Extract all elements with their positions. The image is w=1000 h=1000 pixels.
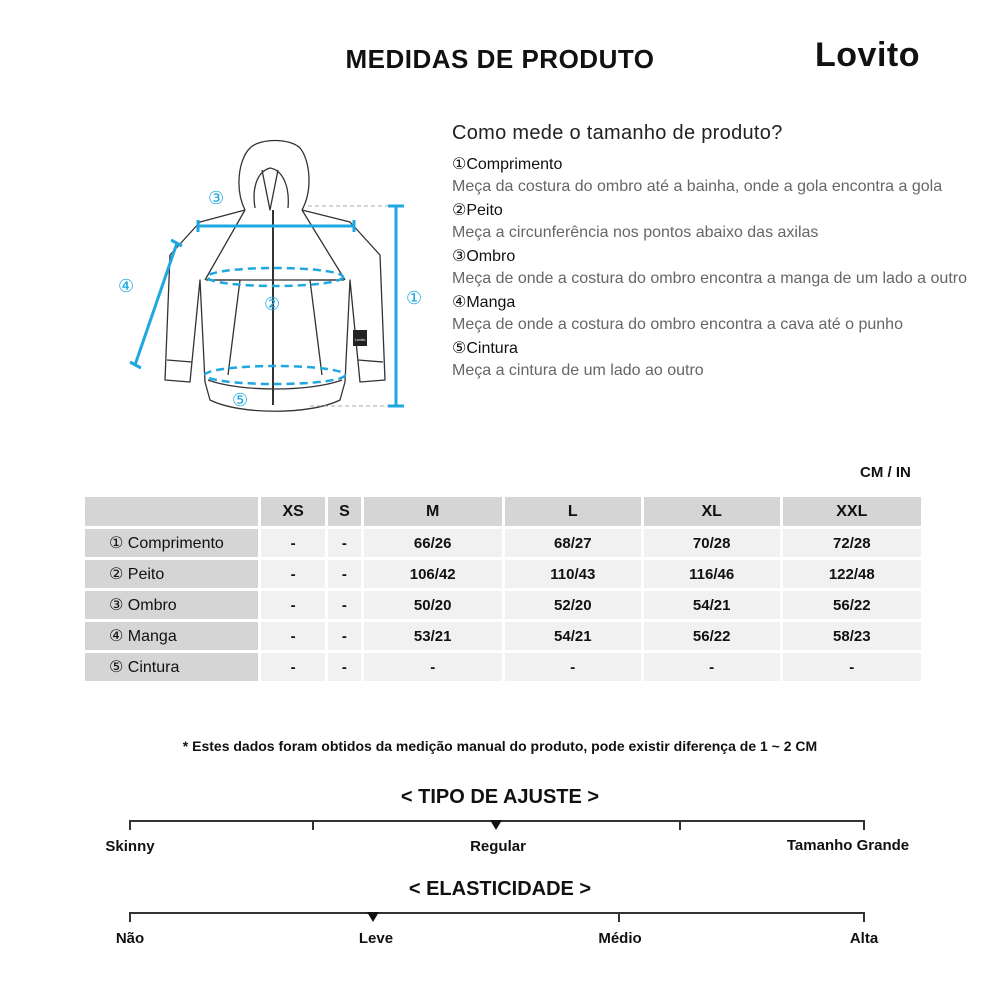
instruction-name: ⑤Cintura: [452, 340, 518, 357]
measure-num-1: ①: [406, 288, 423, 309]
fit-selected-pointer: [490, 820, 502, 830]
elasticity-label-nao: Não: [115, 930, 145, 947]
measurement-note: * Estes dados foram obtidos da medição manual do produto, pode existir diferença de 1 ~ 2 CM: [182, 738, 818, 754]
table-row: [85, 653, 921, 681]
row-label: ② Peito: [85, 560, 258, 588]
elasticity-tick: [863, 912, 865, 922]
fit-tick: [312, 820, 314, 830]
measure-instructions: [452, 122, 982, 385]
instruction-item: [452, 247, 982, 291]
table-header-cell: XXL: [783, 497, 921, 526]
table-cell: -: [328, 591, 360, 619]
instruction-desc: Meça de onde a costura do ombro encontra a cava até o punho: [452, 316, 903, 333]
table-cell: -: [783, 653, 921, 681]
elasticity-scale-line: [129, 912, 865, 914]
instruction-name: ④Manga: [452, 294, 516, 311]
table-cell: -: [261, 653, 325, 681]
table-cell: 58/23: [783, 622, 921, 650]
table-row: [85, 560, 921, 588]
table-cell: 52/20: [505, 591, 641, 619]
table-header-cell: L: [505, 497, 641, 526]
table-cell: 66/26: [364, 529, 502, 557]
table-header-cell: M: [364, 497, 502, 526]
elasticity-tick: [618, 912, 620, 922]
row-label: ④ Manga: [85, 622, 258, 650]
fit-tick: [863, 820, 865, 830]
table-row: [85, 529, 921, 557]
table-cell: 56/22: [783, 591, 921, 619]
fit-title: < TIPO DE AJUSTE >: [400, 786, 600, 808]
measure-num-3: ③: [208, 188, 225, 209]
table-row: [85, 622, 921, 650]
table-cell: 116/46: [644, 560, 780, 588]
fit-label-skinny: Skinny: [105, 838, 155, 855]
table-cell: -: [328, 560, 360, 588]
table-cell: 72/28: [783, 529, 921, 557]
table-cell: -: [261, 529, 325, 557]
instruction-name: ②Peito: [452, 202, 503, 219]
elasticity-label-medio: Médio: [598, 930, 642, 947]
elasticity-label-leve: Leve: [358, 930, 394, 947]
table-cell: -: [328, 622, 360, 650]
table-cell: -: [261, 591, 325, 619]
table-cell: -: [261, 560, 325, 588]
table-cell: 122/48: [783, 560, 921, 588]
fit-tick: [129, 820, 131, 830]
table-cell: 68/27: [505, 529, 641, 557]
instruction-name: ③Ombro: [452, 248, 516, 265]
elasticity-title: < ELASTICIDADE >: [408, 878, 592, 900]
instruction-item: [452, 293, 982, 337]
instruction-item: [452, 339, 982, 383]
table-cell: -: [261, 622, 325, 650]
table-cell: 54/21: [505, 622, 641, 650]
table-header-row: [85, 497, 921, 526]
units-label: CM / IN: [860, 464, 911, 481]
table-header-cell: XS: [261, 497, 325, 526]
jacket-diagram: [110, 130, 440, 420]
table-cell: 56/22: [644, 622, 780, 650]
table-cell: 106/42: [364, 560, 502, 588]
row-label: ⑤ Cintura: [85, 653, 258, 681]
table-header-cell: S: [328, 497, 360, 526]
brand-logo: Lovito: [815, 36, 920, 74]
fit-tick: [679, 820, 681, 830]
table-cell: 53/21: [364, 622, 502, 650]
instruction-desc: Meça a circunferência nos pontos abaixo das axilas: [452, 224, 819, 241]
fit-label-regular: Regular: [470, 838, 526, 855]
elasticity-tick: [129, 912, 131, 922]
garment-tag-text: Lovito: [354, 337, 366, 342]
instruction-desc: Meça de onde a costura do ombro encontra a manga de um lado a outro: [452, 270, 967, 287]
measure-num-4: ④: [118, 276, 135, 297]
elasticity-label-alta: Alta: [849, 930, 879, 947]
measure-num-5: ⑤: [232, 390, 249, 411]
table-cell: -: [364, 653, 502, 681]
fit-label-tamanho-grande: Tamanho Grande: [786, 837, 910, 854]
table-cell: -: [505, 653, 641, 681]
table-header-cell: XL: [644, 497, 780, 526]
instruction-item: [452, 155, 982, 199]
table-row: [85, 591, 921, 619]
measure-num-2: ②: [264, 294, 281, 315]
instruction-desc: Meça a cintura de um lado ao outro: [452, 362, 704, 379]
table-cell: -: [328, 529, 360, 557]
instruction-name: ①Comprimento: [452, 156, 563, 173]
table-header-cell: [85, 497, 258, 526]
row-label: ① Comprimento: [85, 529, 258, 557]
table-cell: 70/28: [644, 529, 780, 557]
size-table: [82, 494, 924, 684]
table-cell: -: [328, 653, 360, 681]
page-title: MEDIDAS DE PRODUTO: [345, 44, 655, 74]
table-cell: 50/20: [364, 591, 502, 619]
instruction-desc: Meça da costura do ombro até a bainha, onde a gola encontra a gola: [452, 178, 943, 195]
table-cell: -: [644, 653, 780, 681]
instruction-item: [452, 201, 982, 245]
elasticity-selected-pointer: [367, 912, 379, 922]
row-label: ③ Ombro: [85, 591, 258, 619]
table-cell: 110/43: [505, 560, 641, 588]
instructions-title: Como mede o tamanho de produto?: [452, 122, 783, 144]
table-cell: 54/21: [644, 591, 780, 619]
